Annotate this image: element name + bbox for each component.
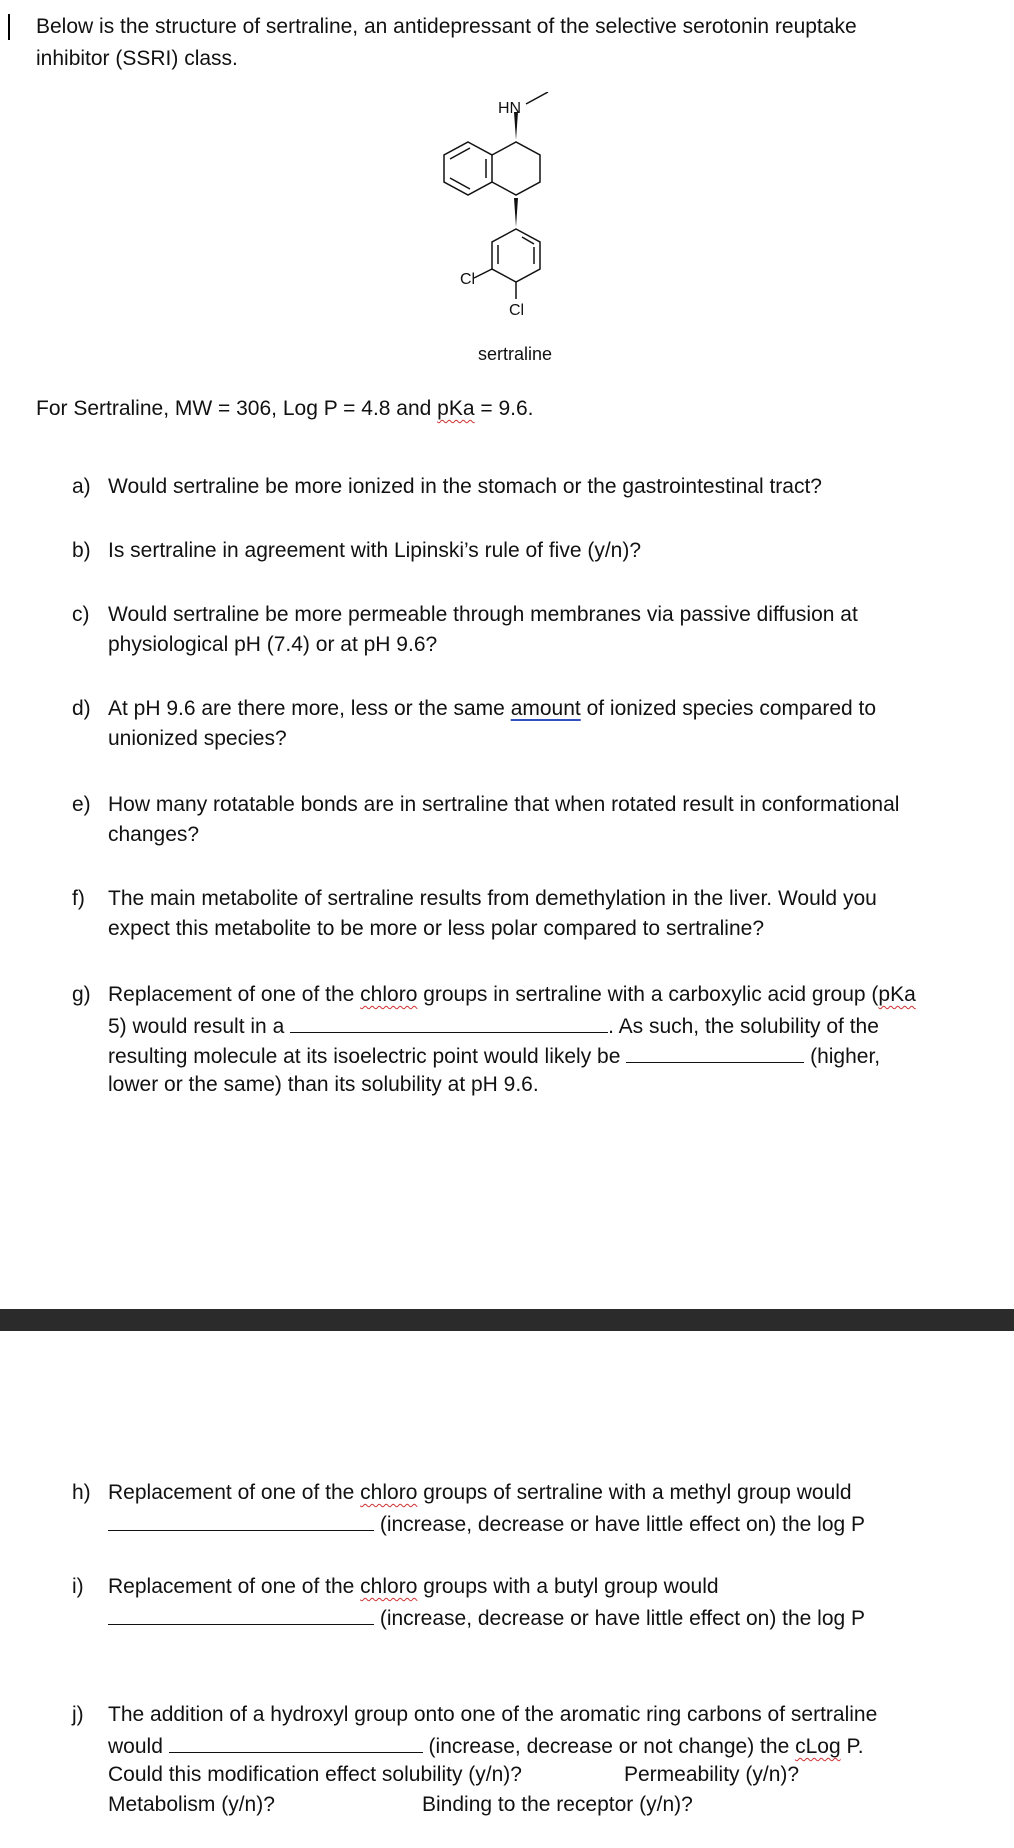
- question-e-line-1: How many rotatable bonds are in sertraline that when rotated result in conformational: [108, 793, 900, 816]
- question-g-l1-mid: groups in sertraline with a carboxylic acid group (: [417, 983, 879, 1006]
- question-a-text: Would sertraline be more ionized in the stomach or the gastrointestinal tract?: [108, 475, 822, 498]
- question-g-l1-pre: Replacement of one of the: [108, 983, 361, 1006]
- molecule-caption: sertraline: [478, 344, 553, 364]
- properties-prefix: For Sertraline, MW = 306, Log P = 4.8 and: [36, 397, 438, 420]
- question-d-underlined: amount: [510, 697, 581, 720]
- question-g-l3-post: (higher,: [804, 1045, 881, 1068]
- question-i-line-1: [108, 1572, 719, 1602]
- question-j-l2-pre: would: [108, 1735, 169, 1758]
- chloro-label-bottom: Cl: [509, 302, 525, 319]
- amine-label: HN: [498, 100, 522, 117]
- question-j-permeability: Permeability (y/n)?: [624, 1763, 800, 1786]
- question-g-pka: pKa: [878, 983, 916, 1006]
- answer-blank-g-1[interactable]: [290, 1010, 608, 1033]
- question-h-line-1: [108, 1478, 852, 1508]
- question-d-post: of ionized species compared to: [580, 697, 877, 720]
- question-g-line-3: [108, 1040, 880, 1072]
- question-i-l2-post: (increase, decrease or have little effect on) the log P: [374, 1607, 866, 1630]
- question-j-line-2: [108, 1730, 864, 1762]
- question-g-l3-pre: resulting molecule at its isoelectric point would likely be: [108, 1045, 627, 1068]
- question-f-line-2: expect this metabolite to be more or less polar compared to sertraline?: [108, 917, 764, 940]
- question-j-clog: cLog: [795, 1735, 841, 1758]
- question-a-label: a): [72, 475, 91, 498]
- question-c-label: c): [72, 603, 90, 626]
- question-d-line-2: unionized species?: [108, 727, 287, 750]
- question-h-l1-pre: Replacement of one of the: [108, 1481, 361, 1504]
- question-h-label: h): [72, 1481, 91, 1504]
- question-h-l2-post: (increase, decrease or have little effect on) the log P: [374, 1513, 866, 1536]
- question-g-l2-post: . As such, the solubility of the: [608, 1015, 879, 1038]
- question-d-pre: At pH 9.6 are there more, less or the same: [108, 697, 511, 720]
- question-i-l1-post: groups with a butyl group would: [417, 1575, 719, 1598]
- question-b-label: b): [72, 539, 91, 562]
- intro-line-2: inhibitor (SSRI) class.: [36, 47, 238, 70]
- question-c-line-1: Would sertraline be more permeable through membranes via passive diffusion at: [108, 603, 858, 626]
- question-g-chloro: chloro: [360, 983, 418, 1006]
- answer-blank-i[interactable]: [108, 1602, 374, 1625]
- question-j-label: j): [72, 1703, 84, 1726]
- properties-suffix: = 9.6.: [474, 397, 534, 420]
- answer-blank-j[interactable]: [169, 1730, 423, 1753]
- text-cursor: [8, 14, 10, 40]
- chloro-label-left: Cl: [460, 271, 476, 288]
- question-i-l1-pre: Replacement of one of the: [108, 1575, 361, 1598]
- question-j-binding: Binding to the receptor (y/n)?: [422, 1793, 693, 1816]
- question-h-chloro: chloro: [360, 1481, 418, 1504]
- question-g-label: g): [72, 983, 91, 1006]
- question-j-l2-post: P.: [840, 1735, 864, 1758]
- question-h-l1-post: groups of sertraline with a methyl group would: [417, 1481, 852, 1504]
- question-g-line-1: [108, 980, 916, 1010]
- question-g-line-4: lower or the same) than its solubility at pH 9.6.: [108, 1073, 539, 1096]
- question-b-text: Is sertraline in agreement with Lipinski’s rule of five (y/n)?: [108, 539, 642, 562]
- sertraline-structure: [430, 92, 590, 322]
- question-g-line-2: [108, 1010, 879, 1042]
- question-g-l2-pre: 5) would result in a: [108, 1015, 291, 1038]
- question-e-line-2: changes?: [108, 823, 200, 846]
- question-i-line-2: [108, 1602, 865, 1634]
- properties-pka-word: pKa: [437, 397, 475, 420]
- question-d-line-1: [108, 694, 876, 724]
- answer-blank-h[interactable]: [108, 1508, 374, 1531]
- question-e-label: e): [72, 793, 91, 816]
- answer-blank-g-2[interactable]: [626, 1040, 804, 1063]
- question-f-line-1: The main metabolite of sertraline results from demethylation in the liver. Would you: [108, 887, 877, 910]
- question-i-label: i): [72, 1575, 84, 1598]
- intro-line-1: Below is the structure of sertraline, an antidepressant of the selective serotonin reuptake: [36, 15, 857, 38]
- question-c-line-2: physiological pH (7.4) or at pH 9.6?: [108, 633, 438, 656]
- page-divider: [0, 1309, 1014, 1331]
- question-j-line-1: The addition of a hydroxyl group onto one of the aromatic ring carbons of sertraline: [108, 1703, 878, 1726]
- question-d-label: d): [72, 697, 91, 720]
- structure-bonds: [444, 92, 548, 299]
- question-j-l2-mid: (increase, decrease or not change) the: [422, 1735, 796, 1758]
- question-j-metabolism: Metabolism (y/n)?: [108, 1793, 275, 1816]
- wedge-bond-aryl: [514, 198, 518, 227]
- question-i-chloro: chloro: [360, 1575, 418, 1598]
- question-f-label: f): [72, 887, 85, 910]
- question-j-solubility: Could this modification effect solubility (y/n)?: [108, 1763, 522, 1786]
- question-h-line-2: [108, 1508, 865, 1540]
- properties-line: [36, 394, 534, 424]
